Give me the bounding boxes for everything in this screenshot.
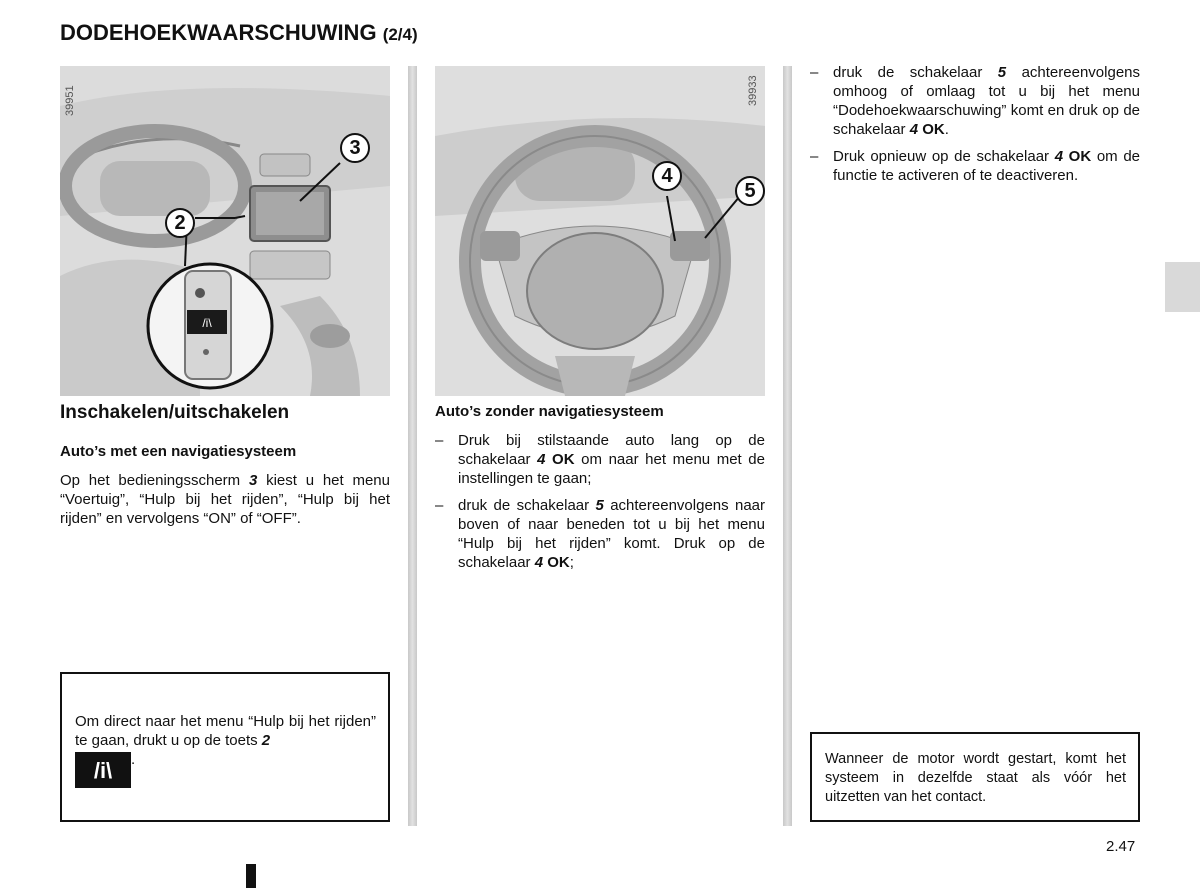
figure-reference-right: 39933: [747, 75, 759, 106]
column-divider-right: [783, 66, 792, 826]
step-ok: OK: [1063, 148, 1092, 165]
note-shortcut-text-2: .: [131, 751, 136, 768]
print-mark: [246, 864, 256, 888]
steering-wheel-drawing: [435, 66, 765, 396]
step-ok: OK: [918, 121, 945, 138]
figure-reference-left: 39951: [64, 85, 76, 116]
step-ref-5: 5: [595, 497, 604, 514]
note-engine-start-text: Wanneer de motor wordt gestart, komt het systeem in dezelfde staat als vóór het uitzetten van het contact.: [825, 751, 1126, 805]
page-number: 2.47: [1106, 838, 1136, 855]
step-ok: OK: [545, 451, 575, 468]
step-text: druk de schakelaar: [833, 64, 998, 81]
callout-2: 2: [165, 208, 195, 238]
svg-text:/i\: /i\: [202, 316, 212, 330]
step-text: druk de schakelaar: [458, 497, 596, 514]
step-text: achtereenvolgens naar boven of naar beneden tot u bij het menu “Hulp bij het rijden” komt. Druk op de schakelaar: [458, 497, 766, 571]
step-text: Druk opnieuw op de schakelaar: [833, 148, 1055, 165]
page-title-main: DODEHOEKWAARSCHUWING: [60, 20, 377, 45]
note-shortcut-text-1: Om direct naar het menu “Hulp bij het rijden” te gaan, drukt u op de toets: [75, 713, 376, 749]
step-ref-4: 4: [1054, 148, 1064, 165]
step-text: .: [944, 121, 949, 138]
dashboard-illustration: [60, 66, 390, 396]
step-text: om naar het menu met de instellingen te gaan;: [458, 451, 765, 487]
step-ref-4: 4: [534, 554, 544, 571]
dashboard-drawing: [60, 66, 390, 396]
step-ref-5: 5: [997, 64, 1007, 81]
blind-spot-warning-icon: /i\: [75, 752, 131, 788]
paragraph-text-2: kiest u het menu “Voertuig”, “Hulp bij het rijden”, “Hulp bij het rijden” en vervolgens “ON” of “OFF”.: [60, 472, 390, 527]
note-box-engine-start: [810, 732, 1140, 822]
steps-list-column3: [810, 63, 1140, 193]
steps-list-column2: [435, 431, 765, 580]
paragraph-with-navigation: [60, 471, 390, 528]
step-item: [810, 63, 1140, 139]
subheading-without-navigation: Auto’s zonder navigatiesysteem: [435, 403, 664, 420]
subheading-with-navigation: Auto’s met een navigatiesysteem: [60, 443, 297, 460]
step-text: Druk bij stilstaande auto lang op de schakelaar: [458, 432, 765, 468]
note-box-shortcut: [60, 672, 390, 822]
paragraph-ref-3: 3: [248, 472, 258, 489]
column-divider-left: [408, 66, 417, 826]
paragraph-text-1: Op het bedieningsscherm: [60, 472, 249, 489]
callout-5: 5: [735, 176, 765, 206]
section-tab: [1165, 262, 1200, 312]
note-shortcut-ref-2: 2: [261, 732, 271, 749]
steering-wheel-illustration: [435, 66, 765, 396]
step-item: [435, 496, 765, 572]
step-ok: OK: [543, 554, 570, 571]
page-title-suffix: (2/4): [382, 25, 418, 44]
step-item: [810, 147, 1140, 185]
step-ref-4: 4: [537, 451, 546, 468]
step-text: achtereenvolgens omhoog of omlaag tot u bij het menu “Dodehoekwaarschuwing” komt en druk op de schakelaar: [833, 64, 1140, 138]
callout-4: 4: [652, 161, 682, 191]
step-text: om de functie te activeren of te deactiveren.: [833, 148, 1141, 184]
section-heading: Inschakelen/uitschakelen: [60, 402, 290, 423]
page-title: [60, 20, 418, 46]
callout-3: 3: [340, 133, 370, 163]
step-text: ;: [569, 554, 574, 571]
step-item: [435, 431, 765, 488]
step-ref-4: 4: [909, 121, 919, 138]
